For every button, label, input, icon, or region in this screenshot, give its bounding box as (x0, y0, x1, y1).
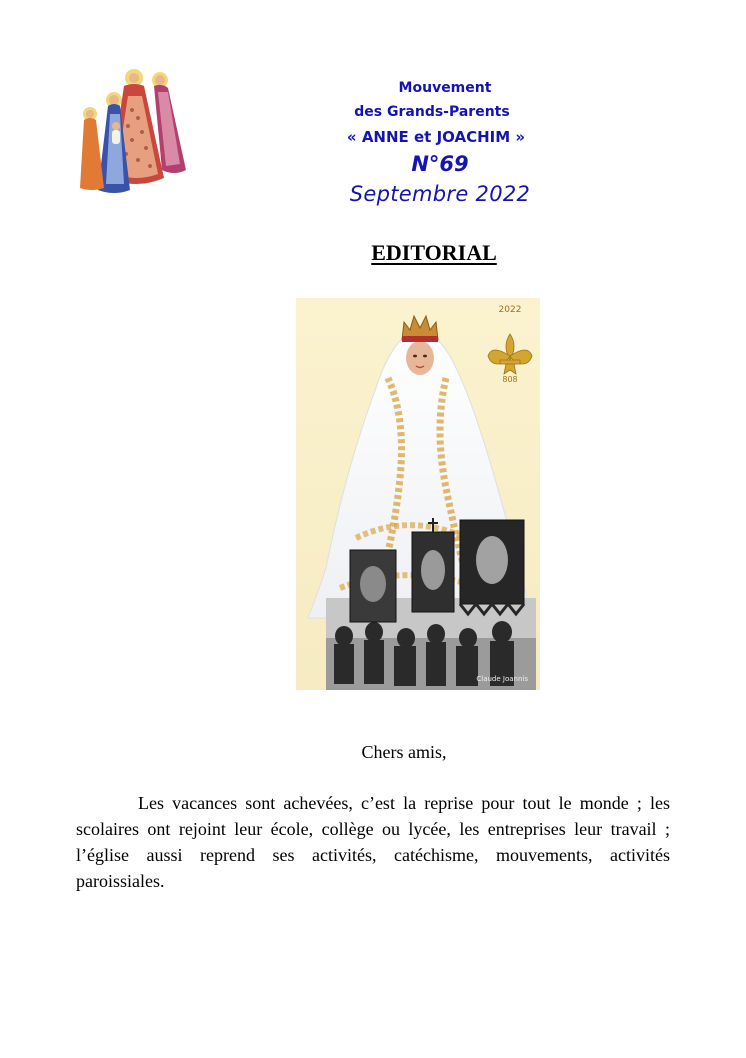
greeting: Chers amis, (361, 742, 447, 762)
badge-year-top: 2022 (498, 305, 522, 315)
body-paragraph: Les vacances sont achevées, c’est la reprise pour tout le monde ; les scolaires ont rejoint leur école, collège ou lycée, les entreprises leur travail ; l’église aussi reprend ses activités, catéchisme, mouvements, activités paroissiales. (76, 793, 670, 891)
section-title: EDITORIAL (371, 240, 497, 265)
movement-name-line3: « ANNE et JOACHIM » (346, 128, 526, 146)
movement-name-line2: des Grands-Parents (354, 104, 510, 120)
badge-year-bottom: 808 (502, 375, 518, 384)
movement-logo (76, 66, 192, 198)
virgin-statue-procession-photo (296, 298, 540, 690)
photo-credit: Claude Joannis (476, 675, 528, 683)
issue-number: N°69 (411, 152, 469, 176)
movement-name-line1: Mouvement (398, 80, 492, 96)
issue-date: Septembre 2022 (349, 182, 531, 206)
